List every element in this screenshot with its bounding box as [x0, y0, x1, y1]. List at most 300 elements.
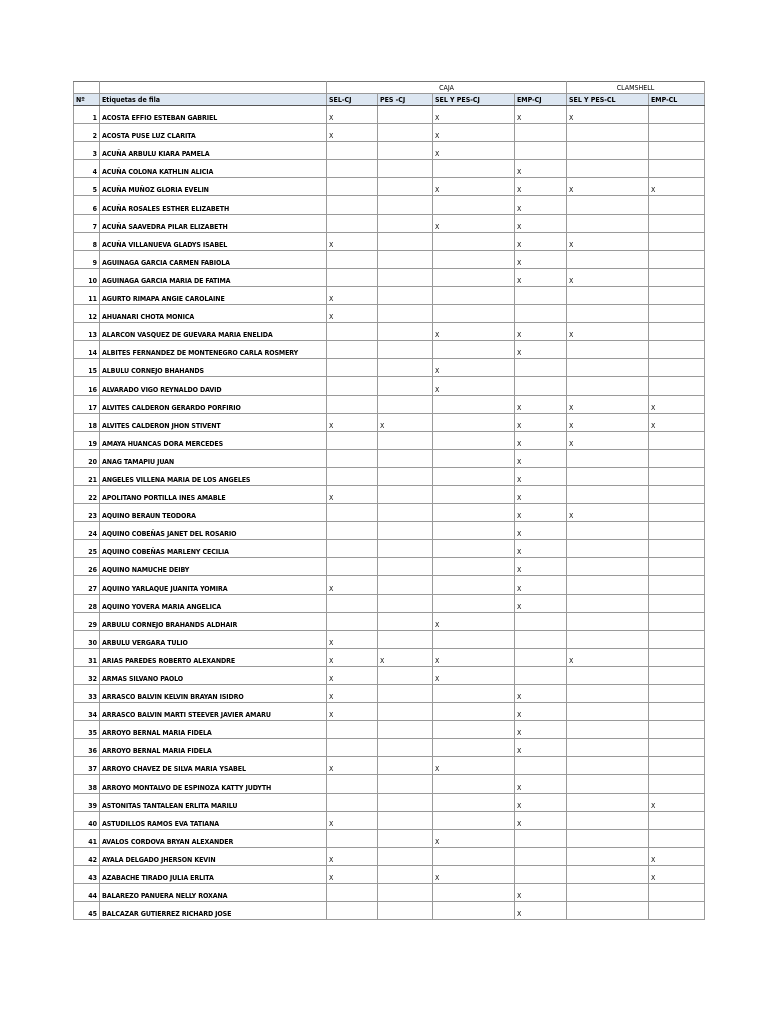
mark-cell-sel-cj[interactable]: [327, 377, 378, 395]
mark-cell-pes-cj[interactable]: [378, 793, 433, 811]
row-label-cell[interactable]: ALVITES CALDERON GERARDO PORFIRIO: [100, 395, 327, 413]
mark-cell-emp-cj[interactable]: X: [515, 504, 567, 522]
mark-cell-emp-cl[interactable]: [649, 558, 705, 576]
row-label-cell[interactable]: ARROYO CHAVEZ DE SILVA MARIA YSABEL: [100, 757, 327, 775]
mark-cell-sel-y-pes-cl[interactable]: [567, 250, 649, 268]
mark-cell-pes-cj[interactable]: [378, 106, 433, 124]
row-number-cell[interactable]: 41: [74, 829, 100, 847]
mark-cell-pes-cj[interactable]: [378, 160, 433, 178]
row-number-cell[interactable]: 32: [74, 666, 100, 684]
row-number-cell[interactable]: 30: [74, 630, 100, 648]
row-label-cell[interactable]: AQUINO COBEÑAS JANET DEL ROSARIO: [100, 522, 327, 540]
mark-cell-pes-cj[interactable]: [378, 377, 433, 395]
row-number-cell[interactable]: 39: [74, 793, 100, 811]
row-label-cell[interactable]: APOLITANO PORTILLA INES AMABLE: [100, 485, 327, 503]
mark-cell-emp-cl[interactable]: [649, 576, 705, 594]
row-label-cell[interactable]: ARBULU VERGARA TULIO: [100, 630, 327, 648]
row-label-cell[interactable]: ASTONITAS TANTALEAN ERLITA MARILU: [100, 793, 327, 811]
mark-cell-sel-y-pes-cl[interactable]: X: [567, 413, 649, 431]
row-number-cell[interactable]: 37: [74, 757, 100, 775]
mark-cell-sel-y-pes-cl[interactable]: [567, 757, 649, 775]
mark-cell-emp-cj[interactable]: X: [515, 775, 567, 793]
mark-cell-sel-y-pes-cl[interactable]: [567, 359, 649, 377]
mark-cell-emp-cj[interactable]: X: [515, 703, 567, 721]
mark-cell-emp-cl[interactable]: [649, 142, 705, 160]
mark-cell-emp-cl[interactable]: [649, 250, 705, 268]
mark-cell-emp-cl[interactable]: [649, 775, 705, 793]
mark-cell-sel-cj[interactable]: [327, 522, 378, 540]
mark-cell-emp-cl[interactable]: [649, 811, 705, 829]
mark-cell-sel-y-pes-cl[interactable]: X: [567, 431, 649, 449]
mark-cell-emp-cj[interactable]: X: [515, 811, 567, 829]
mark-cell-pes-cj[interactable]: [378, 775, 433, 793]
mark-cell-sel-y-pes-cl[interactable]: [567, 703, 649, 721]
mark-cell-pes-cj[interactable]: [378, 467, 433, 485]
mark-cell-pes-cj[interactable]: X: [378, 648, 433, 666]
row-label-cell[interactable]: BALAREZO PANUERA NELLY ROXANA: [100, 884, 327, 902]
mark-cell-sel-cj[interactable]: [327, 214, 378, 232]
mark-cell-sel-y-pes-cj[interactable]: X: [433, 865, 515, 883]
mark-cell-emp-cj[interactable]: [515, 847, 567, 865]
mark-cell-pes-cj[interactable]: [378, 721, 433, 739]
mark-cell-pes-cj[interactable]: [378, 884, 433, 902]
mark-cell-sel-cj[interactable]: X: [327, 865, 378, 883]
mark-cell-sel-y-pes-cl[interactable]: X: [567, 232, 649, 250]
mark-cell-emp-cj[interactable]: [515, 648, 567, 666]
mark-cell-sel-y-pes-cl[interactable]: [567, 793, 649, 811]
mark-cell-emp-cl[interactable]: [649, 305, 705, 323]
row-number-cell[interactable]: 15: [74, 359, 100, 377]
row-label-cell[interactable]: ACOSTA PUSE LUZ CLARITA: [100, 124, 327, 142]
row-label-cell[interactable]: ALBULU CORNEJO BHAHANDS: [100, 359, 327, 377]
mark-cell-emp-cl[interactable]: [649, 884, 705, 902]
mark-cell-sel-y-pes-cj[interactable]: X: [433, 106, 515, 124]
mark-cell-sel-cj[interactable]: X: [327, 847, 378, 865]
mark-cell-emp-cl[interactable]: X: [649, 865, 705, 883]
mark-cell-emp-cl[interactable]: [649, 703, 705, 721]
mark-cell-sel-y-pes-cl[interactable]: [567, 286, 649, 304]
row-label-cell[interactable]: AQUINO YOVERA MARIA ANGELICA: [100, 594, 327, 612]
row-number-cell[interactable]: 16: [74, 377, 100, 395]
row-label-cell[interactable]: ACUÑA COLONA KATHLIN ALICIA: [100, 160, 327, 178]
mark-cell-pes-cj[interactable]: [378, 250, 433, 268]
mark-cell-sel-y-pes-cj[interactable]: [433, 685, 515, 703]
row-number-cell[interactable]: 28: [74, 594, 100, 612]
mark-cell-emp-cl[interactable]: [649, 829, 705, 847]
row-number-cell[interactable]: 27: [74, 576, 100, 594]
mark-cell-emp-cj[interactable]: [515, 286, 567, 304]
mark-cell-sel-y-pes-cj[interactable]: X: [433, 612, 515, 630]
mark-cell-sel-y-pes-cl[interactable]: [567, 612, 649, 630]
row-number-cell[interactable]: 40: [74, 811, 100, 829]
mark-cell-emp-cl[interactable]: [649, 612, 705, 630]
mark-cell-sel-cj[interactable]: X: [327, 576, 378, 594]
mark-cell-sel-y-pes-cl[interactable]: [567, 522, 649, 540]
mark-cell-sel-y-pes-cj[interactable]: [433, 902, 515, 920]
mark-cell-sel-y-pes-cj[interactable]: X: [433, 757, 515, 775]
mark-cell-pes-cj[interactable]: [378, 594, 433, 612]
mark-cell-sel-y-pes-cj[interactable]: [433, 504, 515, 522]
mark-cell-emp-cj[interactable]: X: [515, 594, 567, 612]
mark-cell-emp-cj[interactable]: X: [515, 196, 567, 214]
mark-cell-emp-cj[interactable]: X: [515, 449, 567, 467]
mark-cell-emp-cl[interactable]: [649, 485, 705, 503]
mark-cell-pes-cj[interactable]: [378, 395, 433, 413]
row-number-cell[interactable]: 8: [74, 232, 100, 250]
mark-cell-sel-y-pes-cj[interactable]: X: [433, 829, 515, 847]
mark-cell-emp-cl[interactable]: X: [649, 395, 705, 413]
mark-cell-emp-cj[interactable]: X: [515, 467, 567, 485]
row-number-cell[interactable]: 43: [74, 865, 100, 883]
mark-cell-sel-cj[interactable]: [327, 902, 378, 920]
row-number-cell[interactable]: 3: [74, 142, 100, 160]
mark-cell-emp-cl[interactable]: [649, 739, 705, 757]
row-label-cell[interactable]: AMAYA HUANCAS DORA MERCEDES: [100, 431, 327, 449]
row-number-cell[interactable]: 12: [74, 305, 100, 323]
mark-cell-sel-y-pes-cj[interactable]: [433, 811, 515, 829]
mark-cell-sel-cj[interactable]: [327, 431, 378, 449]
row-label-cell[interactable]: ANAG TAMAPIU JUAN: [100, 449, 327, 467]
mark-cell-sel-y-pes-cj[interactable]: [433, 594, 515, 612]
row-label-cell[interactable]: ARROYO MONTALVO DE ESPINOZA KATTY JUDYTH: [100, 775, 327, 793]
mark-cell-sel-y-pes-cl[interactable]: [567, 449, 649, 467]
row-label-cell[interactable]: AGUINAGA GARCIA MARIA DE FATIMA: [100, 268, 327, 286]
row-number-cell[interactable]: 31: [74, 648, 100, 666]
mark-cell-sel-y-pes-cj[interactable]: [433, 250, 515, 268]
mark-cell-sel-y-pes-cj[interactable]: [433, 558, 515, 576]
mark-cell-emp-cl[interactable]: [649, 757, 705, 775]
mark-cell-sel-y-pes-cj[interactable]: [433, 341, 515, 359]
mark-cell-emp-cl[interactable]: [649, 902, 705, 920]
row-number-cell[interactable]: 11: [74, 286, 100, 304]
mark-cell-pes-cj[interactable]: [378, 685, 433, 703]
mark-cell-pes-cj[interactable]: [378, 359, 433, 377]
mark-cell-sel-y-pes-cj[interactable]: [433, 467, 515, 485]
mark-cell-pes-cj[interactable]: [378, 124, 433, 142]
row-label-cell[interactable]: ARRASCO BALVIN MARTI STEEVER JAVIER AMARU: [100, 703, 327, 721]
mark-cell-pes-cj[interactable]: [378, 431, 433, 449]
mark-cell-sel-y-pes-cj[interactable]: [433, 305, 515, 323]
mark-cell-emp-cj[interactable]: X: [515, 341, 567, 359]
row-label-cell[interactable]: AQUINO BERAUN TEODORA: [100, 504, 327, 522]
mark-cell-sel-y-pes-cj[interactable]: [433, 775, 515, 793]
mark-cell-emp-cj[interactable]: [515, 630, 567, 648]
mark-cell-sel-y-pes-cl[interactable]: [567, 865, 649, 883]
mark-cell-sel-cj[interactable]: X: [327, 666, 378, 684]
mark-cell-sel-y-pes-cj[interactable]: [433, 847, 515, 865]
mark-cell-emp-cl[interactable]: [649, 286, 705, 304]
mark-cell-sel-cj[interactable]: X: [327, 124, 378, 142]
mark-cell-sel-y-pes-cl[interactable]: [567, 721, 649, 739]
row-label-cell[interactable]: ASTUDILLOS RAMOS EVA TATIANA: [100, 811, 327, 829]
mark-cell-emp-cj[interactable]: X: [515, 413, 567, 431]
mark-cell-sel-y-pes-cj[interactable]: [433, 431, 515, 449]
mark-cell-emp-cj[interactable]: X: [515, 106, 567, 124]
mark-cell-sel-y-pes-cj[interactable]: [433, 449, 515, 467]
row-label-cell[interactable]: ACUÑA MUÑOZ GLORIA EVELIN: [100, 178, 327, 196]
row-number-cell[interactable]: 22: [74, 485, 100, 503]
mark-cell-emp-cj[interactable]: X: [515, 232, 567, 250]
mark-cell-pes-cj[interactable]: [378, 576, 433, 594]
mark-cell-sel-y-pes-cj[interactable]: X: [433, 359, 515, 377]
mark-cell-emp-cj[interactable]: [515, 124, 567, 142]
mark-cell-sel-cj[interactable]: [327, 395, 378, 413]
mark-cell-sel-cj[interactable]: [327, 540, 378, 558]
mark-cell-emp-cl[interactable]: [649, 341, 705, 359]
mark-cell-emp-cl[interactable]: X: [649, 178, 705, 196]
row-number-cell[interactable]: 7: [74, 214, 100, 232]
row-number-cell[interactable]: 1: [74, 106, 100, 124]
mark-cell-sel-y-pes-cj[interactable]: [433, 160, 515, 178]
mark-cell-sel-y-pes-cl[interactable]: [567, 811, 649, 829]
mark-cell-sel-cj[interactable]: X: [327, 648, 378, 666]
mark-cell-pes-cj[interactable]: [378, 865, 433, 883]
mark-cell-emp-cl[interactable]: [649, 594, 705, 612]
mark-cell-sel-y-pes-cj[interactable]: [433, 576, 515, 594]
mark-cell-sel-cj[interactable]: X: [327, 485, 378, 503]
mark-cell-emp-cl[interactable]: [649, 540, 705, 558]
mark-cell-emp-cj[interactable]: [515, 305, 567, 323]
mark-cell-emp-cj[interactable]: X: [515, 739, 567, 757]
mark-cell-sel-y-pes-cl[interactable]: [567, 160, 649, 178]
mark-cell-emp-cj[interactable]: X: [515, 540, 567, 558]
row-label-cell[interactable]: AHUANARI CHOTA MONICA: [100, 305, 327, 323]
mark-cell-sel-cj[interactable]: [327, 612, 378, 630]
group-clamshell[interactable]: CLAMSHELL: [567, 82, 705, 94]
row-number-cell[interactable]: 5: [74, 178, 100, 196]
mark-cell-emp-cl[interactable]: [649, 196, 705, 214]
mark-cell-sel-y-pes-cl[interactable]: [567, 540, 649, 558]
mark-cell-pes-cj[interactable]: [378, 232, 433, 250]
header-pes-cj[interactable]: PES -CJ: [378, 94, 433, 106]
mark-cell-sel-y-pes-cj[interactable]: [433, 630, 515, 648]
mark-cell-pes-cj[interactable]: [378, 504, 433, 522]
mark-cell-emp-cl[interactable]: X: [649, 793, 705, 811]
mark-cell-sel-cj[interactable]: X: [327, 757, 378, 775]
row-label-cell[interactable]: ARBULU CORNEJO BRAHANDS ALDHAIR: [100, 612, 327, 630]
mark-cell-sel-cj[interactable]: [327, 739, 378, 757]
mark-cell-sel-cj[interactable]: [327, 829, 378, 847]
mark-cell-pes-cj[interactable]: [378, 449, 433, 467]
mark-cell-sel-cj[interactable]: X: [327, 811, 378, 829]
row-number-cell[interactable]: 23: [74, 504, 100, 522]
mark-cell-emp-cl[interactable]: [649, 666, 705, 684]
mark-cell-emp-cj[interactable]: [515, 829, 567, 847]
mark-cell-sel-cj[interactable]: [327, 793, 378, 811]
mark-cell-pes-cj[interactable]: [378, 142, 433, 160]
row-label-cell[interactable]: AQUINO COBEÑAS MARLENY CECILIA: [100, 540, 327, 558]
row-number-cell[interactable]: 25: [74, 540, 100, 558]
mark-cell-emp-cj[interactable]: [515, 666, 567, 684]
mark-cell-sel-y-pes-cj[interactable]: X: [433, 178, 515, 196]
mark-cell-sel-cj[interactable]: X: [327, 305, 378, 323]
mark-cell-emp-cj[interactable]: X: [515, 250, 567, 268]
mark-cell-sel-y-pes-cl[interactable]: [567, 594, 649, 612]
mark-cell-sel-y-pes-cl[interactable]: [567, 630, 649, 648]
mark-cell-emp-cl[interactable]: [649, 522, 705, 540]
mark-cell-sel-y-pes-cj[interactable]: [433, 522, 515, 540]
mark-cell-sel-y-pes-cj[interactable]: X: [433, 142, 515, 160]
mark-cell-sel-cj[interactable]: [327, 721, 378, 739]
mark-cell-sel-cj[interactable]: [327, 323, 378, 341]
row-number-cell[interactable]: 29: [74, 612, 100, 630]
mark-cell-sel-y-pes-cl[interactable]: [567, 739, 649, 757]
mark-cell-emp-cj[interactable]: X: [515, 323, 567, 341]
mark-cell-pes-cj[interactable]: [378, 178, 433, 196]
mark-cell-emp-cj[interactable]: X: [515, 884, 567, 902]
mark-cell-emp-cl[interactable]: [649, 106, 705, 124]
mark-cell-sel-y-pes-cj[interactable]: [433, 268, 515, 286]
mark-cell-sel-y-pes-cj[interactable]: [433, 703, 515, 721]
mark-cell-sel-cj[interactable]: [327, 142, 378, 160]
row-label-cell[interactable]: AQUINO NAMUCHE DEIBY: [100, 558, 327, 576]
mark-cell-sel-y-pes-cj[interactable]: [433, 540, 515, 558]
mark-cell-sel-y-pes-cj[interactable]: X: [433, 666, 515, 684]
mark-cell-sel-y-pes-cl[interactable]: [567, 902, 649, 920]
row-number-cell[interactable]: 24: [74, 522, 100, 540]
row-label-cell[interactable]: AVALOS CORDOVA BRYAN ALEXANDER: [100, 829, 327, 847]
mark-cell-emp-cj[interactable]: X: [515, 214, 567, 232]
mark-cell-sel-cj[interactable]: X: [327, 106, 378, 124]
row-label-cell[interactable]: AGURTO RIMAPA ANGIE CAROLAINE: [100, 286, 327, 304]
mark-cell-sel-y-pes-cl[interactable]: [567, 341, 649, 359]
row-label-cell[interactable]: ALVITES CALDERON JHON STIVENT: [100, 413, 327, 431]
row-number-cell[interactable]: 13: [74, 323, 100, 341]
mark-cell-sel-y-pes-cj[interactable]: X: [433, 214, 515, 232]
row-number-cell[interactable]: 42: [74, 847, 100, 865]
mark-cell-emp-cj[interactable]: [515, 865, 567, 883]
mark-cell-pes-cj[interactable]: [378, 757, 433, 775]
mark-cell-emp-cj[interactable]: X: [515, 902, 567, 920]
row-label-cell[interactable]: ACOSTA EFFIO ESTEBAN GABRIEL: [100, 106, 327, 124]
row-number-cell[interactable]: 20: [74, 449, 100, 467]
mark-cell-emp-cj[interactable]: [515, 612, 567, 630]
row-number-cell[interactable]: 18: [74, 413, 100, 431]
mark-cell-pes-cj[interactable]: [378, 630, 433, 648]
mark-cell-emp-cl[interactable]: [649, 685, 705, 703]
mark-cell-sel-y-pes-cj[interactable]: X: [433, 124, 515, 142]
mark-cell-emp-cl[interactable]: [649, 377, 705, 395]
mark-cell-sel-y-pes-cj[interactable]: [433, 413, 515, 431]
mark-cell-sel-y-pes-cj[interactable]: [433, 739, 515, 757]
mark-cell-sel-cj[interactable]: [327, 359, 378, 377]
row-label-cell[interactable]: ARROYO BERNAL MARIA FIDELA: [100, 721, 327, 739]
mark-cell-sel-y-pes-cl[interactable]: [567, 576, 649, 594]
mark-cell-sel-y-pes-cj[interactable]: [433, 196, 515, 214]
group-caja[interactable]: CAJA: [327, 82, 567, 94]
row-label-cell[interactable]: ACUÑA ROSALES ESTHER ELIZABETH: [100, 196, 327, 214]
mark-cell-sel-cj[interactable]: [327, 268, 378, 286]
mark-cell-emp-cl[interactable]: [649, 648, 705, 666]
mark-cell-pes-cj[interactable]: [378, 829, 433, 847]
mark-cell-emp-cl[interactable]: [649, 721, 705, 739]
mark-cell-sel-y-pes-cl[interactable]: [567, 142, 649, 160]
mark-cell-pes-cj[interactable]: [378, 739, 433, 757]
mark-cell-sel-y-pes-cl[interactable]: [567, 124, 649, 142]
row-label-cell[interactable]: ALVARADO VIGO REYNALDO DAVID: [100, 377, 327, 395]
mark-cell-emp-cj[interactable]: X: [515, 395, 567, 413]
mark-cell-emp-cl[interactable]: [649, 124, 705, 142]
mark-cell-sel-y-pes-cj[interactable]: [433, 793, 515, 811]
mark-cell-sel-cj[interactable]: [327, 594, 378, 612]
mark-cell-emp-cl[interactable]: X: [649, 847, 705, 865]
row-number-cell[interactable]: 33: [74, 685, 100, 703]
mark-cell-emp-cj[interactable]: X: [515, 268, 567, 286]
mark-cell-emp-cl[interactable]: [649, 630, 705, 648]
header-sel-y-pes-cl[interactable]: SEL Y PES-CL: [567, 94, 649, 106]
header-row-labels[interactable]: Etiquetas de fila: [100, 94, 327, 106]
mark-cell-pes-cj[interactable]: [378, 558, 433, 576]
mark-cell-emp-cj[interactable]: X: [515, 558, 567, 576]
mark-cell-pes-cj[interactable]: [378, 612, 433, 630]
row-number-cell[interactable]: 34: [74, 703, 100, 721]
mark-cell-pes-cj[interactable]: [378, 196, 433, 214]
mark-cell-sel-y-pes-cl[interactable]: X: [567, 395, 649, 413]
mark-cell-sel-cj[interactable]: [327, 504, 378, 522]
mark-cell-sel-cj[interactable]: [327, 178, 378, 196]
mark-cell-pes-cj[interactable]: [378, 323, 433, 341]
mark-cell-emp-cl[interactable]: [649, 504, 705, 522]
mark-cell-pes-cj[interactable]: [378, 341, 433, 359]
mark-cell-pes-cj[interactable]: [378, 847, 433, 865]
mark-cell-sel-cj[interactable]: [327, 160, 378, 178]
mark-cell-pes-cj[interactable]: X: [378, 413, 433, 431]
row-label-cell[interactable]: ARMAS SILVANO PAOLO: [100, 666, 327, 684]
row-label-cell[interactable]: AQUINO YARLAQUE JUANITA YOMIRA: [100, 576, 327, 594]
row-label-cell[interactable]: ACUÑA SAAVEDRA PILAR ELIZABETH: [100, 214, 327, 232]
mark-cell-sel-y-pes-cl[interactable]: [567, 829, 649, 847]
mark-cell-sel-y-pes-cj[interactable]: [433, 232, 515, 250]
mark-cell-sel-y-pes-cl[interactable]: X: [567, 178, 649, 196]
mark-cell-sel-y-pes-cl[interactable]: [567, 685, 649, 703]
header-number[interactable]: Nº: [74, 94, 100, 106]
mark-cell-emp-cj[interactable]: X: [515, 178, 567, 196]
mark-cell-pes-cj[interactable]: [378, 485, 433, 503]
mark-cell-sel-y-pes-cl[interactable]: [567, 467, 649, 485]
mark-cell-emp-cl[interactable]: [649, 467, 705, 485]
mark-cell-sel-y-pes-cl[interactable]: X: [567, 323, 649, 341]
mark-cell-sel-cj[interactable]: X: [327, 232, 378, 250]
row-number-cell[interactable]: 14: [74, 341, 100, 359]
row-label-cell[interactable]: AYALA DELGADO JHERSON KEVIN: [100, 847, 327, 865]
row-label-cell[interactable]: AZABACHE TIRADO JULIA ERLITA: [100, 865, 327, 883]
mark-cell-sel-cj[interactable]: [327, 884, 378, 902]
row-number-cell[interactable]: 17: [74, 395, 100, 413]
row-label-cell[interactable]: ACUÑA VILLANUEVA GLADYS ISABEL: [100, 232, 327, 250]
mark-cell-sel-y-pes-cl[interactable]: [567, 558, 649, 576]
mark-cell-emp-cj[interactable]: [515, 359, 567, 377]
mark-cell-pes-cj[interactable]: [378, 811, 433, 829]
mark-cell-sel-cj[interactable]: [327, 467, 378, 485]
mark-cell-emp-cl[interactable]: [649, 214, 705, 232]
mark-cell-sel-cj[interactable]: X: [327, 685, 378, 703]
mark-cell-sel-y-pes-cl[interactable]: X: [567, 504, 649, 522]
row-number-cell[interactable]: 2: [74, 124, 100, 142]
mark-cell-emp-cj[interactable]: X: [515, 160, 567, 178]
mark-cell-emp-cj[interactable]: [515, 377, 567, 395]
mark-cell-sel-y-pes-cl[interactable]: X: [567, 648, 649, 666]
mark-cell-sel-y-pes-cj[interactable]: [433, 884, 515, 902]
mark-cell-sel-cj[interactable]: [327, 449, 378, 467]
mark-cell-sel-y-pes-cl[interactable]: [567, 666, 649, 684]
mark-cell-emp-cl[interactable]: [649, 359, 705, 377]
mark-cell-emp-cj[interactable]: X: [515, 576, 567, 594]
mark-cell-pes-cj[interactable]: [378, 305, 433, 323]
mark-cell-sel-cj[interactable]: [327, 341, 378, 359]
mark-cell-pes-cj[interactable]: [378, 902, 433, 920]
row-label-cell[interactable]: AGUINAGA GARCIA CARMEN FABIOLA: [100, 250, 327, 268]
mark-cell-emp-cl[interactable]: [649, 232, 705, 250]
